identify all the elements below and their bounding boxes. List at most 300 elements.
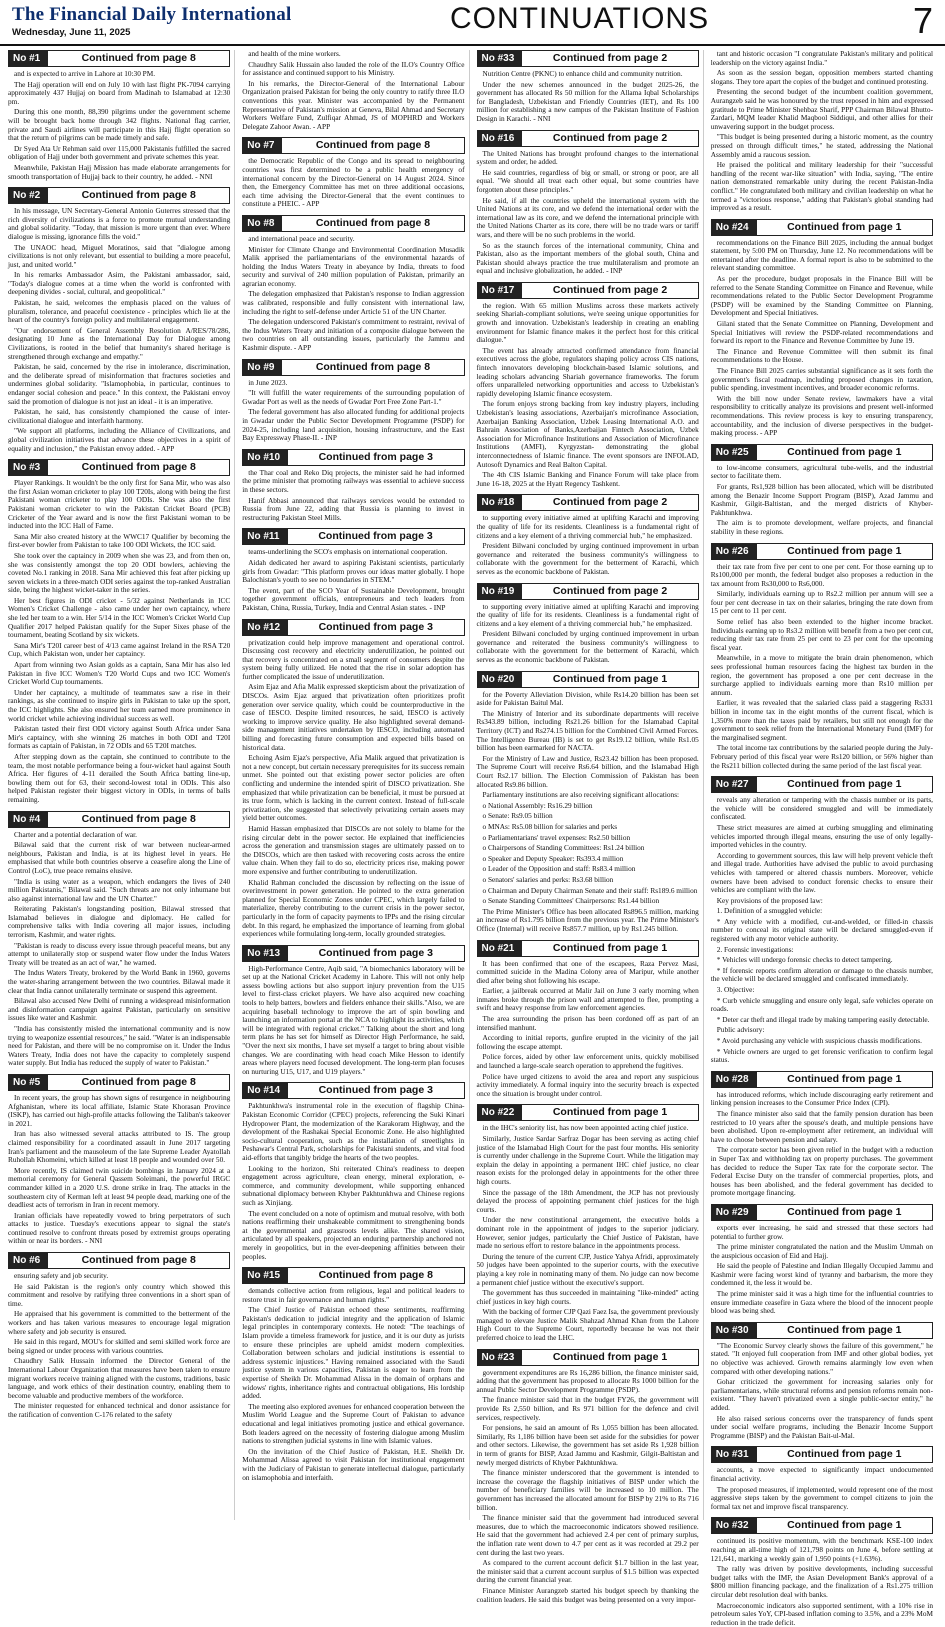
story-paragraph: government expenditures are Rs 16,286 billion, the finance minister said, adding that the government has proposed to allocate Rs 1000 billion for the annual Public Sector Development Programme (PSDP).	[477, 1369, 699, 1395]
story-header	[711, 1204, 933, 1221]
continued-story	[477, 50, 699, 124]
story-paragraph: "India has consistently misled the international community and is now trying to weaponize essential resources," he said. "Water is an indispensable need for Pakistan, and there will be no compromise on it. Under the Indus Waters Treaty, India does not have the capacity to completely suspend water supply. But India has reduced the supply of water to Pakistan."	[8, 1025, 230, 1068]
story-paragraph: The finance minister said that the government had introduced several measures, due to which the macroeconomic indicators showed resilience. He said that the government had achieved 2.4 per cent of primary surplus, the inflation rate went down to 4.7 per cent as it was recorded at 29.2 per cent during the last two years.	[477, 1514, 699, 1557]
story-paragraph: their tax rate from five per cent to one per cent. For those earning up to Rs100,000 per month, the federal budget also proposes a reduction in the tax amount from Rs30,000 to Rs6,000.	[711, 563, 933, 589]
story-number-badge: No #1	[9, 51, 48, 66]
story-paragraph: o Parliamentarians' travel expenses: Rs2.50 billion	[477, 834, 699, 843]
story-number-badge: No #26	[712, 544, 757, 559]
story-paragraph: Khalid Rahman concluded the discussion by reflecting on the issue of overinvestment in power generation. He pointed to the extra generation planned for Special Economic Zones under CPEC, which largely failed to materialize, thereby contributing to the current crisis in the power sector, particularly in the form of capacity payments to IPPs and the rising circular debt. In this regard, he emphasized the importance of learning from global experiences while formulating long-term, locally grounded strategies.	[242, 879, 464, 939]
story-paragraph: During this one month, 88,390 pilgrims under the government scheme will be brought back home through 342 flights. National flag carrier, private and Saudi airlines will participate in this Hajj flight operation so that the return of pilgrims can be made timely and safe.	[8, 108, 230, 142]
continued-story	[242, 359, 464, 443]
story-paragraph: The federal government has also allocated funding for additional projects in Gwadar under the Public Sector Development Programme (PSDP) for 2024-25, including land acquisition, housing infrastructure, and the East Bay Expressway Phase-II. - INP	[242, 408, 464, 442]
story-number-badge: No #13	[243, 946, 288, 961]
story-paragraph: The corporate sector has been given relief in the budget with a reduction in Super Tax and withholding tax on property purchases. The government has decided to reduce the Super Tax rate for the corporate sector. The Federal Excise Duty on the transfer of commercial properties, plots, and houses has been abolished, and the federal government has decided to promote mortgage financing.	[711, 1146, 933, 1198]
story-header	[477, 282, 699, 299]
story-paragraph: reveals any alteration or tampering with the chassis number or its parts, the vehicle will be considered smuggled and will be immediately confiscated.	[711, 796, 933, 822]
story-paragraph: The Ministry of Interior and its subordinate departments will receive Rs343.89 billion, including Rs21.26 billion for the Islamabad Capital Territory (ICT) and Rs274.15 billion for the Combined Civil Armed Forces. The Intelligence Bureau (IB) is set to get Rs19.12 billion, while Rs1.05 billion has been earmarked for NACTA.	[477, 710, 699, 753]
story-paragraph: As per the procedure, budget proposals in the Finance Bill will be referred to the Senate Standing Committee on Finance and Revenue, while recommendations related to the Public Sector Development Programme (PSDP) will be examined by the Standing Committee on Planning, Development and Special Initiatives.	[711, 275, 933, 318]
story-paragraph: The Prime Minister's Office has been allocated Rs896.5 million, marking an increase of Rs1.795 billion from the previous year. The Prime Minister's Office (Internal) will receive Rs857.7 million, up by Rs1.245 billion.	[477, 908, 699, 934]
story-paragraph: The prime minister congratulated the nation and the Muslim Ummah on the auspicious occasion of Eid and Hajj.	[711, 1243, 933, 1260]
story-paragraph: "Pakistan is ready to discuss every issue through peaceful means, but any attempt to unilaterally stop or suspend water flow under the Indus Waters Treaty will be treated as an act of war," he warned.	[8, 942, 230, 968]
story-number-badge: No #5	[9, 1075, 48, 1090]
column-2	[242, 50, 469, 1520]
continued-story	[8, 811, 230, 1068]
story-paragraph: and health of the mine workers.	[242, 50, 464, 59]
story-paragraph: The forum enjoys strong backing from key industry players, including Uzbekistan's leasing associations, Azerbaijan's microfinance Association, Azerbaijan Banking Association, Uzbek Leasing International A.O. and Bahrain Association of Banks,Azerbaijan Fintech Association, Uzbek Association for Microfinance Institutions and Association of Microfinance Institutions (AMFI), Kyrgyzstan- demonstrating the global interconnectedness of Islamic finance. The event sponsors are INFOLAD, Autosoft Dynamics and Real Balton Capital.	[477, 400, 699, 469]
story-paragraph: 2. Forensic investigations:	[711, 946, 933, 955]
story-paragraph: ensuring safety and job security.	[8, 1272, 230, 1281]
story-paragraph: Asim Ejaz and Afia Malik expressed skepticism about the privatization of DISCOs. Asim Ejaz argued that privatization often prioritizes profit generation over service quality, which could be counterproductive in the case of IESCO. Despite limited resources, he said, IESCO is actively working to improve service quality. He also highlighted several demand-side management initiatives undertaken by IESCO, including automated billing and forecasting future consumption and expected bills based on historical data.	[242, 683, 464, 752]
story-number-badge: No #16	[478, 131, 523, 146]
column-4	[711, 50, 937, 1520]
story-number-badge: No #10	[243, 450, 288, 465]
story-header	[711, 1517, 933, 1534]
story-paragraph: For pensions, he said an amount of Rs 1,055 billion has been allocated. Similarly, Rs 1,186 billion have been set aside for the subsidies for power and other sectors. Likewise, the government has set aside Rs 1,928 billion in term of grants for BISP, Azad Jammu and Kashmir, Gilgit-Baltistan and newly merged districts of Khyber Pakhtunkhwa.	[477, 1424, 699, 1467]
story-paragraph: Gilani stated that the Senate Committee on Planning, Development and Special Initiatives will review the PSDP-related recommendations and forward its report to the Finance and Revenue Committee by June 19.	[711, 320, 933, 346]
continued-from-label: Continued from page 8	[282, 138, 463, 153]
continued-story	[711, 776, 933, 1065]
story-paragraph: The Indus Waters Treaty, brokered by the World Bank in 1960, governs the water-sharing arrangement between the two countries. Bilawal made it clear that India cannot unilaterally terminate or suspend this agreement.	[8, 969, 230, 995]
continued-from-label: Continued from page 1	[522, 672, 697, 687]
article-columns	[8, 50, 937, 1520]
story-paragraph: Earlier, it was revealed that the salaried class paid a staggering Rs331 billion in income tax in the eight months of the current fiscal, which is 1,350% more than the taxes paid by retailers, but still not enough for the government to seek relief from the International Monetary Fund (IMF) for the marginalised segment.	[711, 699, 933, 742]
story-paragraph: It has been confirmed that one of the escapees, Raza Pervez Masi, committed suicide in the Madina Colony area of Maripur, while another died after being shot following his escape.	[477, 960, 699, 986]
continued-story	[477, 130, 699, 276]
story-number-badge: No #27	[712, 777, 757, 792]
story-header	[242, 1267, 464, 1284]
story-paragraph: The area surrounding the prison has been cordoned off as part of an intensified manhunt.	[477, 1015, 699, 1032]
story-header	[477, 494, 699, 511]
continued-story	[242, 1267, 464, 1482]
story-paragraph: Her best figures in ODI cricket - 5/32 against Netherlands in ICC Women's Cricket Challenge - also came under her own captaincy, where she led her team to a win. Her 5/14 in the ICC Women's Cricket World Cup Qualifier 2017 helped Pakistan qualify for the Super Sixes phase of the tournament, beating Scotland by six wickets.	[8, 597, 230, 640]
continued-story	[711, 1322, 933, 1441]
story-paragraph: o Speaker and Deputy Speaker: Rs393.4 million	[477, 855, 699, 864]
story-paragraph: demands collective action from religious, legal and political leaders to restore trust in fair governance and human rights."	[242, 1287, 464, 1304]
masthead	[0, 0, 945, 46]
story-paragraph: Bilawal also accused New Delhi of running a widespread misinformation and disinformation campaign against Pakistan, particularly on sensitive issues like water and Kashmir.	[8, 997, 230, 1023]
continued-story	[477, 940, 699, 1099]
story-paragraph: Sana Mir's T20I career best of 4/13 came against Ireland in the RSA T20 Cup, which Pakistan won, under her captaincy.	[8, 642, 230, 659]
story-paragraph: "India is using water as a weapon, which endangers the lives of 240 million Pakistanis," Bilawal said. "Such threats are not only inhumane but also against international law and the UN Charter."	[8, 878, 230, 904]
story-number-badge: No #15	[243, 1268, 288, 1283]
continued-from-label: Continued from page 8	[48, 51, 229, 66]
continued-story	[242, 137, 464, 209]
story-paragraph: in June 2023.	[242, 379, 464, 388]
story-paragraph: He said countries, regardless of big or small, or strong or poor, are all equal. "We should all treat each other equal, but some countries have forgotten about these principles."	[477, 169, 699, 195]
continued-story	[711, 1446, 933, 1511]
story-header	[242, 619, 464, 636]
story-header	[477, 940, 699, 957]
story-paragraph: During the tenure of the current CJP, Justice Yahya Afridi, approximately 50 judges have been appointed to the superior courts, with the executive playing a key role in nominating many of them. No judge can now become a permanent chief justice without the executive's support.	[477, 1253, 699, 1287]
story-paragraph: In his remarks, the Director-General of the International Labour Organization praised Pakistan for being the only country to ratify three ILO conventions this year. Minister was accompanied by the Permanent Representative of Pakistan's mission at Geneva, Bilal Ahmad and Secretary Workers Welfare Fund, Zulfiqar Ahmad, JS of MOPHRD and Workers Delegate Zahoor Awan. - APP	[242, 80, 464, 132]
story-paragraph: "We support all platforms, including the Alliance of Civilizations, and global civilization initiatives that advance these objectives in a spirit of equality and inclusion," the Pakistan envoy added. - APP	[8, 427, 230, 453]
story-paragraph: "This budget is being presented during a historic moment, as the country pressed on through difficult times," he stated, addressing the National Assembly amid a raucous session.	[711, 133, 933, 159]
continued-story	[242, 1082, 464, 1261]
story-header	[242, 215, 464, 232]
story-paragraph: Under the new schemes announced in the budget 2025-26, the government has allocated Rs 50 million for the Allama Iqbal Scholarships for Bangladesh, Uzbekistan and Friendly Countries (IET), and Rs 100 million for establishing a new campus of the Pakistan Institute of Fashion Design in Karachi. - NNI	[477, 81, 699, 124]
continued-from-label: Continued from page 2	[522, 584, 697, 599]
story-number-badge: No #22	[478, 1105, 523, 1120]
continued-from-label: Continued from page 1	[522, 1105, 697, 1120]
story-paragraph: Chaudhry Salik Hussain informed the Director General of the International Labour Organization that measures have been taken to ensure migrant workers receive training aligned with the customs, traditions, basic language, and work ethics of their destination country, enabling them to become valuable and productive members of the workforce.	[8, 1357, 230, 1400]
story-paragraph: The Hajj operation will end on July 10 with last flight PK-7094 carrying approximately 437 Hujjaj on board from Madinah to Islamabad at 12:30 pm.	[8, 81, 230, 107]
story-paragraph: Pakistan, he said, has consistently championed the cause of inter-civilizational dialogue and interfaith harmony.	[8, 408, 230, 425]
story-paragraph: Pakistan tasted their first ODI victory against South Africa under Sana Mir's captaincy, with she winning 26 matches in both ODI and T20I formats as captain of Pakistan, in 72 ODIs and 65 T20I matches.	[8, 725, 230, 751]
story-paragraph: the Democratic Republic of the Congo and its spread to neighbouring countries was first determined to be a public health emergency of international concern by the Director-General on 14 August 2024. Since then, the Emergency Committee has met on three additional occasions, each time advising the Director-General that the event continues to constitute a PHEIC. - APP	[242, 157, 464, 209]
story-number-badge: No #32	[712, 1518, 757, 1533]
issue-date: Wednesday, June 11, 2025	[12, 27, 130, 38]
story-paragraph: Hanif Abbasi announced that railways services would be extended to Russia from June 22, adding that Russia is planning to invest in restructuring Pakistan Steel Mills.	[242, 497, 464, 523]
continued-story	[242, 528, 464, 612]
continued-story	[8, 1252, 230, 1420]
story-paragraph: accounts, a move expected to significantly impact undocumented financial activity.	[711, 1466, 933, 1483]
story-paragraph: In his remarks Ambassador Asim, the Pakistani ambassador, said, "Today's dialogue comes at a time when the world is confronted with deepening divides - social, cultural, and geopolitical."	[8, 271, 230, 297]
story-paragraph: Presenting the second budget of the incumbent coalition government, Aurangzeb said he was honoured by the trust reposed in him and expressed gratitude to Prime Minister Shehbaz Sharif, PPP Chairman Bilawal Bhutto-Zardari, MQM leader Khalid Maqbool Siddiqui, and other allies for their unwavering support in the budget process.	[711, 88, 933, 131]
story-paragraph: In his message, UN Secretary-General Antonio Guterres stressed that the rich diversity of civilizations is a force to promote mutual understanding and global solidarity. "Today, that mission is more urgent than ever. Where dialogue is missing, ignorance fills the void."	[8, 207, 230, 241]
story-paragraph: Chaudhry Salik Hussain also lauded the role of the ILO's Country Office for assistance and continued support to his Ministry.	[242, 61, 464, 78]
story-paragraph: Nutrition Centre (PKNC) to enhance child and community nutrition.	[477, 70, 699, 79]
story-paragraph: Meanwhile, Pakistan Hajj Mission has made elaborate arrangements for smooth transportation of Hujjaj back to their country, he added. - NNI	[8, 164, 230, 181]
continued-from-label: Continued from page 2	[522, 51, 697, 66]
story-number-badge: No #25	[712, 445, 757, 460]
story-paragraph: * Curb vehicle smuggling and ensure only legal, safe vehicles operate on roads.	[711, 997, 933, 1014]
story-number-badge: No #17	[478, 283, 523, 298]
story-paragraph: Looking to the horizon, Shi reiterated China's readiness to deepen engagement across agriculture, clean energy, mineral exploration, e-commerce, and community development, while supporting enhanced subnational diplomacy between Khyber Pakhtunkhwa and Chinese regions such as Xinjiang.	[242, 1165, 464, 1208]
story-paragraph: and international peace and security.	[242, 235, 464, 244]
continued-story	[242, 215, 464, 353]
story-paragraph: Similarly, Justice Sardar Sarfraz Dogar has been serving as acting chief justice of the Islamabad High Court for the past four months. His seniority is currently under challenge in the Supreme Court. While the litigation may explain the delay in appointing a permanent IHC chief justice, no clear reason exists for the prolonged delay in appointments for the other three high courts.	[477, 1135, 699, 1187]
continued-story	[711, 219, 933, 438]
story-header	[8, 1074, 230, 1091]
continued-from-label: Continued from page 8	[48, 1253, 229, 1268]
story-paragraph: The delegation underscored Pakistan's commitment to restraint, revival of the Indus Waters Treaty and initiation of a composite dialogue between the two countries on all outstanding issues, particularly the Jammu and Kashmir dispute. - APP	[242, 318, 464, 352]
story-paragraph: He also raised serious concerns over the transparency of funds spent under social welfare programs, including the Benazir Income Support Programme (BISP) and the Pakistan Bait-ul-Mal.	[711, 1415, 933, 1441]
story-paragraph: The aim is to promote development, welfare projects, and financial stability in these regions.	[711, 519, 933, 536]
story-paragraph: Under her captaincy, a multitude of teammates saw a rise in their rankings, as she continued to inspire girls in Pakistan to take up the sport, the ICC highlights. She also ensured her team earned more prominence in world cricket while achieving individual success as well.	[8, 689, 230, 723]
story-paragraph: She took over the captaincy in 2009 when she was 23, and from then on, she was consistently amongst the top 20 ODI bowlers, achieving the coveted No.1 ranking in 2018. Sana Mir achieved this feat after picking up seven wickets in a three-match ODI series against the top-ranked Australian side, being the highest wicket-taker in the series.	[8, 552, 230, 595]
story-number-badge: No #31	[712, 1447, 757, 1462]
story-paragraph: Sana Mir also created history at the WWC17 Qualifier by becoming the first-ever bowler from Pakistan to take 100 ODI Wickets, the ICC said.	[8, 533, 230, 550]
story-paragraph: Similarly, individuals earning up to Rs2.2 million per annum will see a four per cent decrease in tax on their salaries, bringing the rate down from 15 per cent to 11 per cent.	[711, 590, 933, 616]
story-paragraph: Pakistan, he said, welcomes the emphasis placed on the values of pluralism, tolerance, and peaceful coexistence - principles which lie at the heart of the country's foreign policy and multilateral engagement.	[8, 299, 230, 325]
continued-from-label: Continued from page 1	[757, 1518, 932, 1533]
story-paragraph: in the IHC's seniority list, has now been appointed acting chief justice.	[477, 1124, 699, 1133]
continued-story	[8, 187, 230, 453]
continued-from-label: Continued from page 1	[757, 1447, 932, 1462]
continued-story	[711, 444, 933, 537]
story-number-badge: No #11	[243, 529, 287, 544]
continued-from-label: Continued from page 1	[757, 777, 932, 792]
continued-story	[711, 1071, 933, 1198]
story-paragraph: According to initial reports, gunfire erupted in the vicinity of the jail following the escape attempt.	[477, 1034, 699, 1051]
story-paragraph: "It will fulfill the water requirements of the surrounding population of Gwadar Port as well as the needs of Gwadar Port Free Zone Part-1."	[242, 389, 464, 406]
story-number-badge: No #18	[478, 495, 523, 510]
story-paragraph: He praised the political and military leadership for their "successful handling of the recent war-like situation" with India, saying, "The entire nation demonstrated remarkable unity during the recent Pakistan-India conflict." He congratulated both military and civilian leadership on what he termed a "victorious response," adding that Pakistan's global standing had improved as a result.	[711, 161, 933, 213]
story-paragraph: High-Performance Centre, Aqib said, "A biomechanics laboratory will be set up at the National Cricket Academy in Lahore. This will not only help assess bowling actions but also support injury prevention from the U15 level to first-class cricket players. We have also acquired new coaching tools to help batters, bowlers and fielders enhance their skills."Also, we are acquiring baseball technology to improve the art of spin bowling and launching an information portal at the NCA to highlight its activities, which will be integrated with regional cricket." Talking about the short and long term plans he has set for himself as Director High Performance, he said, "Over the next six months, I have set myself a target to bring about visible changes. We are coordinating with head coach Mike Hesson to identify areas where players need focused development. The long-term plan focuses on nurturing U15, U17, and U19 players."	[242, 965, 464, 1077]
newspaper-title: The Financial Daily International	[12, 4, 291, 26]
story-paragraph: Echoing Asim Ejaz's perspective, Afia Malik argued that privatization is not a new concept, but certain necessary prerequisites for its success remain unmet. She pointed out that existing power sector policies are often conflicting and undermine the intended spirit of DISCO privatization. She emphasized that while privatization can be beneficial, it must be pursued at its true form, which is lacking in the current context. Instead of full-scale privatization, she suggested that selectively privatizing certain assets may yield better outcomes.	[242, 754, 464, 823]
story-number-badge: No #30	[712, 1323, 757, 1338]
story-paragraph: The delegation emphasized that Pakistan's response to Indian aggression was calibrated, responsible and fully consistent with international law, including the right to self-defense under Article 51 of the UN Charter.	[242, 290, 464, 316]
story-paragraph: Iran has also witnessed several attacks attributed to IS. The group claimed responsibility for a coordinated assault in June 2017 targeting Iran's parliament and the mausoleum of the late Supreme Leader Ayatollah Ruhollah Khomeini, which killed at least 18 people and wounded over 50.	[8, 1130, 230, 1164]
story-header	[711, 444, 933, 461]
story-header	[242, 359, 464, 376]
story-paragraph: * Vehicle owners are urged to get forensic verification to confirm legal status.	[711, 1048, 933, 1065]
story-paragraph: 3. Objective:	[711, 986, 933, 995]
continued-story	[477, 494, 699, 576]
story-paragraph: o Senate Standing Committees' Chairpersons: Rs1.44 billion	[477, 897, 699, 906]
story-number-badge: No #21	[478, 941, 523, 956]
story-number-badge: No #4	[9, 812, 48, 827]
story-paragraph: exports ever increasing, he said and stressed that these sectors had potential to further grow.	[711, 1224, 933, 1241]
continued-story	[242, 945, 464, 1077]
story-paragraph: Key provisions of the proposed law:	[711, 897, 933, 906]
continued-from-label: Continued from page 3	[288, 620, 463, 635]
story-paragraph: The finance minister also said that the family pension duration has been restricted to 10 years after the spouse's death, and multiple pensions have been abolished. Upon re-employment after retirement, an individual will have to choose between pension and salary.	[711, 1110, 933, 1144]
story-number-badge: No #33	[478, 51, 523, 66]
story-number-badge: No #3	[9, 460, 48, 475]
story-paragraph: Aidah dedicated her award to aspiring Pakistani scientists, particularly girls from Gwadar: "This platform proves our ideas matter globally. I hope Balochistan's youth to see no boundaries in STEM."	[242, 559, 464, 585]
story-number-badge: No #6	[9, 1253, 48, 1268]
story-paragraph: Pakhtunkhwa's instrumental role in the execution of flagship China-Pakistan Economic Corridor (CPEC) projects, referencing the Suki Kinari Hydropower Plant, the modernization of the Karakoram Highway, and the development of the Rashakai Special Economic Zone. He also highlighted socio-cultural cooperation, such as the installation of streetlights in Peshawar's Central Park, scholarships for Pakistani students, and vital food aid-efforts that tangibly bridge the hearts of the two peoples.	[242, 1102, 464, 1162]
story-paragraph: More recently, IS claimed twin suicide bombings in January 2024 at a memorial ceremony for General Qassem Soleimani, the powerful IRGC commander killed in a 2020 U.S. drone strike in Iraq. The attacks in the southeastern city of Kerman left at least 94 people dead, marking one of the deadliest acts of terrorism in Iran in recent memory.	[8, 1167, 230, 1210]
story-paragraph: The proposed measures, if implemented, would represent one of the most aggressive steps taken by the government to compel citizens to join the formal tax net and improve fiscal transparency.	[711, 1486, 933, 1512]
story-paragraph: "The Economic Survey clearly shows the failure of this government," he stated. "It enjoyed full cooperation from IMF and other global bodies, yet no objective was achieved. Growth remains alarmingly low even when compared with other developing nations."	[711, 1342, 933, 1376]
story-paragraph: Pakistan, he said, concerned by the rise in intolerance, discrimination, and the deliberate spread of misinformation that fractures societies and undermines global solidarity. "Islamophobia, in particular, continues to endanger social cohesion and peace." In this context, the Pakistani envoy said the promotion of dialogue is not just an ideal - it is an imperative.	[8, 363, 230, 406]
story-number-badge: No #9	[243, 360, 282, 375]
story-paragraph: With the backing of former CJP Qazi Faez Isa, the government previously managed to elevate Justice Malik Shahzad Ahmad Khan from the Lahore High Court to the Supreme Court, reportedly because he was not their preferred choice to lead the LHC.	[477, 1308, 699, 1342]
story-header	[242, 137, 464, 154]
story-paragraph: teams-underlining the SCO's emphasis on international cooperation.	[242, 548, 464, 557]
story-paragraph: o Chairpersons of Standing Committees: Rs1.24 billion	[477, 844, 699, 853]
story-paragraph: The prime minister said it was a high time for the influential countries to ensure immediate ceasefire in Gaza where the blood of the innocent people blood was being shed.	[711, 1290, 933, 1316]
continued-story	[8, 1074, 230, 1246]
story-paragraph: The rally was driven by positive developments, including successful budget talks with the IMF, the Asian Development Bank's approval of a $800 million financing package, and the finalization of a Rs1.275 trillion circular debt resolution deal with banks.	[711, 1565, 933, 1599]
story-header	[711, 776, 933, 793]
story-paragraph: He said, if all the countries upheld the international system with the United Nations at its core, and we defend the international order with the international law as its core, and we defend the international principle with the United Nations Charter as its core, there will be no trade wars or tariff wars, and there will be no such problems in the world.	[477, 197, 699, 240]
continued-from-label: Continued from page 8	[282, 216, 463, 231]
story-paragraph: Hamid Hassan emphasized that DISCOs are not solely to blame for the rising circular debt in the power sector. He explained that inefficiencies across the generation and transmission stages are ultimately passed on to the DISCOs, which are then tasked with recovering costs across the entire value chain. When they fail to do so, electricity prices rise, making power more expensive and further contributing to underutilization.	[242, 825, 464, 877]
story-header	[711, 1071, 933, 1088]
story-number-badge: No #8	[243, 216, 282, 231]
story-header	[8, 811, 230, 828]
story-paragraph: * Any vehicle with a modified, cut-and-welded, or filled-in chassis number to conceal its original state will be declared smuggled-even if registered with any motor vehicle authority.	[711, 918, 933, 944]
continued-story	[711, 1517, 933, 1627]
continued-story	[711, 1204, 933, 1316]
continued-from-label: Continued from page 1	[757, 1072, 932, 1087]
story-paragraph: Earlier, a jailbreak occurred at Malir Jail on June 3 early morning when inmates broke through the prison wall and attempted to flee, prompting a swift and heavy response from law enforcement agencies.	[477, 987, 699, 1013]
story-paragraph: The UNAOC head, Miguel Moratinos, said that "dialogue among civilizations is not only relevant, but essential to building a more peaceful, just, and united world."	[8, 244, 230, 270]
story-number-badge: No #7	[243, 138, 282, 153]
story-paragraph: The total income tax contributions by the salaried people during the July-February period of this fiscal year were Rs120 billion, or 56% higher than the Rs211 billion collected during the same period of the last fiscal year.	[711, 744, 933, 770]
continued-story	[477, 1349, 699, 1604]
story-header	[242, 1082, 464, 1099]
story-paragraph: The Finance and Revenue Committee will then submit its final recommendations to the House.	[711, 348, 933, 365]
story-paragraph: Parliamentary institutions are also receiving significant allocations:	[477, 791, 699, 800]
section-title: CONTINUATIONS	[450, 2, 709, 36]
story-paragraph: to supporting every initiative aimed at uplifting Karachi and improving the quality of life for its residents. Cleanliness is a fundamental right of citizens and a key element of a thriving commercial hub," he emphasized.	[477, 514, 699, 540]
continued-story	[711, 543, 933, 771]
story-paragraph: The finance minister underscored that the government is intended to increase the coverage the flagship initiatives of BISP under which the number of beneficiary families will be increased to 10 million. The government has increased the allocated amount for BISP by 21% to Rs 716 billion.	[477, 1469, 699, 1512]
story-paragraph: the Thar coal and Reko Diq projects, the minister said he had informed the prime minister that promoting railways was essential to achieve success in these sectors.	[242, 469, 464, 495]
story-paragraph: the region. With 65 million Muslims across these markets actively seeking Shariah-compliant solutions, we're seeing unique opportunities for growth and innovation. Uzbekistan's leadership in creating an enabling environment for Islamic finance makes it the perfect host for this critical dialogue."	[477, 302, 699, 345]
story-paragraph: Iranian officials have repeatedly vowed to bring perpetrators of such attacks to justice. Tuesday's executions appear to signal the state's continued resolve to confront threats posed by extremist groups operating within or near its borders. - NNI	[8, 1212, 230, 1246]
story-number-badge: No #24	[712, 220, 757, 235]
story-paragraph: President Bilwani concluded by urging continued improvement in urban governance and reiterated the business community's willingness to collaborate with the government for the betterment of Karachi, which serves as the economic backbone of Pakistan.	[477, 542, 699, 576]
continued-from-label: Continued from page 8	[282, 360, 463, 375]
story-paragraph: The event concluded on a note of optimism and mutual resolve, with both nations reaffirming their unshakeable commitment to strengthening bonds at the governmental and grassroots levels alike. The shared vision, articulated by all speakers, projected an enduring partnership anchored not merely in geopolitics, but in the ever-deepening affinities between their peoples.	[242, 1210, 464, 1262]
story-paragraph: o Senators' salaries and perks: Rs3.68 billion	[477, 876, 699, 885]
story-header	[711, 219, 933, 236]
story-header	[8, 50, 230, 67]
story-paragraph: Police forces, aided by other law enforcement units, quickly mobilised and launched a large-scale search operation to apprehend the fugitives.	[477, 1053, 699, 1070]
continued-story	[477, 282, 699, 488]
story-paragraph: He appraised that his government is committed to the betterment of the workers and has taken various measures to encourage legal migration where safety and job security is ensured.	[8, 1310, 230, 1336]
story-header	[242, 449, 464, 466]
story-paragraph: to low-income consumers, agricultural tube-wells, and the industrial sector to facilitate them.	[711, 464, 933, 481]
story-number-badge: No #29	[712, 1205, 757, 1220]
continued-story	[477, 583, 699, 665]
story-header	[711, 1446, 933, 1463]
story-paragraph: Public advisory:	[711, 1026, 933, 1035]
story-paragraph: * Vehicles will undergo forensic checks to detect tampering.	[711, 956, 933, 965]
story-paragraph: to supporting every initiative aimed at uplifting Karachi and improving the quality of life for its residents. Cleanliness is a fundamental right of citizens and a key element of a thriving commercial hub," he emphasized.	[477, 603, 699, 629]
story-paragraph: privatization could help improve management and operational control. Discussing cost recovery and electricity underutilization, he pointed out that recovery is concentrated on a small segment of consumers despite the system being fully utilized. He noted that the rise in solar adoption has further complicated the issue of underutilization.	[242, 639, 464, 682]
continued-from-label: Continued from page 3	[288, 529, 464, 544]
continued-from-label: Continued from page 8	[48, 188, 229, 203]
story-paragraph: 1. Definition of a smuggled vehicle:	[711, 907, 933, 916]
story-paragraph: Player Rankings. It wouldn't be the only first for Sana Mir, who was also the first Asian woman cricketer to play 100 T20Is, along with being the first Pakistani woman cricketer to play 100 ODIs. She was also the first Pakistani woman cricketer to win the Pakistan Cricket Board (PCB) Cricketer of the Year award and is now the first Pakistani woman to be inducted into the ICC Hall of Fame.	[8, 479, 230, 531]
continued-from-label: Continued from page 1	[757, 1205, 932, 1220]
story-paragraph: Dr Syed Ata Ur Rehman said over 115,000 Pakistanis fulfilled the sacred obligation of Hajj under both government and private schemes this year.	[8, 145, 230, 162]
story-paragraph: o Senate: Rs9.05 billion	[477, 812, 699, 821]
story-paragraph: He said in this regard, MOU's for skilled and semi skilled work force are being signed or under process with various countries.	[8, 1338, 230, 1355]
story-paragraph: o National Assembly: Rs16.29 billion	[477, 802, 699, 811]
story-header	[242, 945, 464, 962]
story-paragraph: President Bilwani concluded by urging continued improvement in urban governance and reiterated the business community's willingness to collaborate with the government for the betterment of Karachi, which serves as the economic backbone of Pakistan.	[477, 630, 699, 664]
story-paragraph: * If forensic reports confirm alteration or damage to the chassis number, the vehicle will be declared smuggled and confiscated immediately.	[711, 967, 933, 984]
story-paragraph: recommendations on the Finance Bill 2025, including the annual budget statement, by 5:00 PM on Thursday, June 12. No recommendations will be entertained after the deadline. A formal report is also to be submitted to the relevant standing committee.	[711, 239, 933, 273]
story-paragraph: Bilawal said that the current risk of war between nuclear-armed neighbours, Pakistan and India, is at its highest level in years. He emphasised that while both countries observe a ceasefire along the Line of Control (LoC), true peace remains elusive.	[8, 841, 230, 875]
story-paragraph: The United Nations has brought profound changes to the international system and order, he added.	[477, 150, 699, 167]
story-number-badge: No #19	[478, 584, 523, 599]
story-paragraph: continued its positive momentum, with the benchmark KSE-100 index reaching an all-time high of 121,798 points on June 4, before settling at 121,641, marking a weekly gain of 1,950 points (+1.63%).	[711, 1537, 933, 1563]
continued-from-label: Continued from page 1	[757, 1323, 932, 1338]
story-paragraph: With the bill now under Senate review, lawmakers have a vital responsibility to critically analyze its provisions and present well-informed recommendations. This review process is key to ensuring transparency, accountability, and the inclusion of diverse perspectives in the budget-making process. - APP	[711, 395, 933, 438]
story-paragraph: o Leader of the Opposition and staff: Rs83.4 million	[477, 865, 699, 874]
story-paragraph: Under the new constitutional arrangement, the executive holds a dominant role in the appointment of judges to the superior judiciary. However, senior judges, particularly the Chief Justice of Pakistan, have made no serious effort to restore balance in the appointments process.	[477, 1216, 699, 1250]
story-paragraph: The government has thus succeeded in maintaining "like-minded" acting chief justices in key high courts.	[477, 1289, 699, 1306]
story-paragraph: for the Poverty Alleviation Division, while Rs14.20 billion has been set aside for Pakistan Baitul Mal.	[477, 691, 699, 708]
story-paragraph: and is expected to arrive in Lahore at 10:30 PM.	[8, 70, 230, 79]
continued-from-label: Continued from page 1	[757, 544, 932, 559]
column-1	[8, 50, 235, 1520]
story-paragraph: o MNAs: Rs5.08 billion for salaries and perks	[477, 823, 699, 832]
story-paragraph: The finance minister said that in the budget FY26, the government will provide Rs 2,550 billion, and Rs 971 billion for the defence and civil services, respectively.	[477, 1396, 699, 1422]
continued-from-label: Continued from page 8	[288, 1268, 463, 1283]
continued-from-label: Continued from page 1	[757, 220, 932, 235]
story-paragraph: The Chief Justice of Pakistan echoed these sentiments, reaffirming Pakistan's dedication to judicial integrity and the application of Islamic legal principles in contemporary contexts. He noted: "The teachings of Islam provide a timeless framework for justice, and it is our duty as jurists to ensure these principles are upheld amidst modern complexities. Collaboration between scholars and judicial institutions is essential to address systemic injustices." Having remained associated with the Saudi justice system in various capacities, Pakistan is eager to learn from the expertise of Sheikh Dr. Mohammad Alissa in the domain of orphans and widows' rights, inheritance rights and contractual obligations, His lordship added.	[242, 1306, 464, 1401]
story-number-badge: No #28	[712, 1072, 757, 1087]
story-number-badge: No #12	[243, 620, 288, 635]
continued-from-label: Continued from page 8	[48, 460, 229, 475]
continued-from-label: Continued from page 8	[48, 1075, 229, 1090]
continued-story	[242, 50, 464, 131]
story-header	[477, 583, 699, 600]
story-paragraph: Meanwhile, in a move to mitigate the brain drain phenomenon, which sees professional human resources facing the highest tax burden in the region, the government has proposed a one per cent decrease in the surcharge applied to individuals earning more than Rs10 million per annum.	[711, 654, 933, 697]
story-paragraph: * Deter car theft and illegal trade by making tampering easily detectable.	[711, 1016, 933, 1025]
continued-from-label: Continued from page 3	[288, 450, 463, 465]
story-header	[8, 187, 230, 204]
story-paragraph: Reiterating Pakistan's longstanding position, Bilawal stressed that Islamabad believes in dialogue and diplomacy. He called for comprehensive talks with India covering all major issues, including terrorism, Kashmir, and water rights.	[8, 905, 230, 939]
continued-story	[8, 459, 230, 804]
story-paragraph: has introduced reforms, which include discouraging early retirement and linking pension increases to the Consumer Price Index (CPI).	[711, 1091, 933, 1108]
story-header	[711, 543, 933, 560]
story-paragraph: As compared to the current account deficit $1.7 billion in the last year, the minister said that a current account surplus of $1.5 billion was expected during the current financial year.	[477, 1559, 699, 1585]
story-number-badge: No #14	[243, 1083, 288, 1098]
story-paragraph: The Finance Bill 2025 carries substantial significance as it sets forth the government's fiscal roadmap, including proposed changes in taxation, public spending, investment incentives, and broader economic reforms.	[711, 367, 933, 393]
story-number-badge: No #2	[9, 188, 48, 203]
story-paragraph: For grants, Rs1,928 billion has been allocated, which will be distributed among the Benazir Income Support Program (BISP), Azad Jammu and Kashmir, Gilgit-Baltistan, and the merged districts of Khyber-Pakhtunkhwa.	[711, 483, 933, 517]
story-paragraph: In recent years, the group has shown signs of resurgence in neighbouring Afghanistan, where its local affiliate, Islamic State Khorasan Province (ISKP), has carried out high-profile attacks following the Taliban's takeover in 2021.	[8, 1094, 230, 1128]
story-paragraph: Police have urged citizens to avoid the area and report any suspicious activity immediately. A formal inquiry into the security breach is expected once the situation is brought under control.	[477, 1073, 699, 1099]
story-number-badge: No #23	[478, 1350, 523, 1365]
continued-from-label: Continued from page 2	[522, 283, 697, 298]
story-paragraph: Finance Minister Aurangzeb started his budget speech by thanking the coalition leaders. He said this budget was being presented on a very impor-	[477, 1587, 699, 1604]
continued-story	[242, 449, 464, 523]
story-paragraph: So as the staunch forces of the international community, China and Pakistan, also as the important members of the global south, China and Pakistan should always practice the true multilateralism and promote an equal and inclusive globalization, he added. - INP	[477, 242, 699, 276]
story-paragraph: The minister requested for enhanced technical and donor assistance for the ratification of convention C-176 related to the safety	[8, 1402, 230, 1419]
continued-story	[477, 671, 699, 934]
story-paragraph: According to government sources, this law will help prevent vehicle theft and illegal trade. Authorities have advised the public to avoid purchasing vehicles with tampered or altered chassis numbers. Moreover, vehicle owners have been advised to conduct forensic checks to ensure their vehicles are compliant with the law.	[711, 852, 933, 895]
continued-from-label: Continued from page 2	[522, 495, 697, 510]
continued-from-label: Continued from page 1	[522, 1350, 697, 1365]
story-paragraph: "Our endorsement of General Assembly Resolution A/RES/78/286, designating 10 June as the International Day for Dialogue among Civilizations, is rooted in the belief that humanity's shared heritage is strengthened through exchange and empathy."	[8, 327, 230, 361]
continued-from-label: Continued from page 1	[522, 941, 697, 956]
story-paragraph: The event, part of the SCO Year of Sustainable Development, brought together government officials, entrepreneurs and tech leaders from Pakistan, China, Russia, Turkey, India and Central Asian states. - INP	[242, 587, 464, 613]
story-paragraph: Some relief has also been extended to the higher income bracket. Individuals earning up to Rs3.2 million will benefit from a two per cent cut, reducing their tax rate from 25 per cent to 23 per cent for the upcoming fiscal year.	[711, 618, 933, 652]
story-paragraph: He said Pakistan is the region's only country which showed this commitment and resolve by ratifying three conventions in a short span of time.	[8, 1283, 230, 1309]
column-3	[477, 50, 704, 1520]
story-paragraph: Macroeconomic indicators also supported sentiment, with a 10% rise in petroleum sales YoY, CPI-based inflation coming to 3.5%, and a 23% MoM reduction in the trade deficit.	[711, 1602, 933, 1627]
story-paragraph: o Chairman and Deputy Chairman Senate and their staff: Rs189.6 million	[477, 887, 699, 896]
story-number-badge: No #20	[478, 672, 523, 687]
continued-story	[711, 50, 933, 213]
story-paragraph: Since the passage of the 18th Amendment, the JCP has not previously delayed the process of appointing permanent chief justices for the high courts.	[477, 1189, 699, 1215]
story-paragraph: tant and historic occasion "I congratulate Pakistan's military and political leadership on the victory against India."	[711, 50, 933, 67]
story-paragraph: After stepping down as the captain, she continued to contribute to the team, the most notable performance being a four-wicket haul against South Africa. Her figures of 4-11 derailed the South Africa batting line-up, bowling them out for 63, their second-lowest total in ODIs. This also helped Pakistan register their biggest victory in ODIs, in terms of balls remaining.	[8, 753, 230, 805]
story-header	[477, 671, 699, 688]
story-paragraph: On the invitation of the Chief Justice of Pakistan, H.E. Sheikh Dr. Mohammad Alissa agreed to visit Pakistan for institutional engagement with the Judiciary of Pakistan to generate intellectual dialogue, particularly on islamophobia and interfaith.	[242, 1448, 464, 1482]
story-paragraph: As soon as the session began, opposition members started chanting slogans. They tore apart the copies of the budget and continued protesting.	[711, 69, 933, 86]
story-header	[8, 459, 230, 476]
story-header	[711, 1322, 933, 1339]
story-header	[8, 1252, 230, 1269]
continued-from-label: Continued from page 3	[288, 1083, 463, 1098]
continued-from-label: Continued from page 8	[48, 812, 229, 827]
story-header	[477, 50, 699, 67]
story-header	[242, 528, 464, 545]
story-paragraph: * Avoid purchasing any vehicle with suspicious chassis modifications.	[711, 1037, 933, 1046]
page-number: 7	[913, 0, 933, 42]
continued-story	[242, 619, 464, 939]
continued-from-label: Continued from page 3	[288, 946, 463, 961]
story-paragraph: Minister for Climate Change and Environmental Coordination Musadik Malik apprised the parliamentarians of the environmental hazards of holding the Indus Waters Treaty in abeyance by India, threats to food security and survival of 240 million population of Pakistan, primarily an agrarian economy.	[242, 246, 464, 289]
continued-from-label: Continued from page 2	[522, 131, 697, 146]
story-paragraph: Apart from winning two Asian golds as a captain, Sana Mir has also led Pakistan in five ICC Women's T20 World Cups and two ICC Women's Cricket World Cup tournaments.	[8, 661, 230, 687]
story-paragraph: The meeting also explored avenues for enhanced cooperation between the Muslim World League and the Supreme Court of Pakistan to advance educational and legal initiatives promoting justice and ethical governance. Both leaders agreed on the necessity of fostering dialogue among Muslim nations to strengthen judicial systems in line with Islamic values.	[242, 1403, 464, 1446]
story-paragraph: He said the people of Palestine and Indian Illegally Occupied Jammu and Kashmir were facing worst kind of tyranny and barbarism, the more they condemned it, the less it would be.	[711, 1262, 933, 1288]
